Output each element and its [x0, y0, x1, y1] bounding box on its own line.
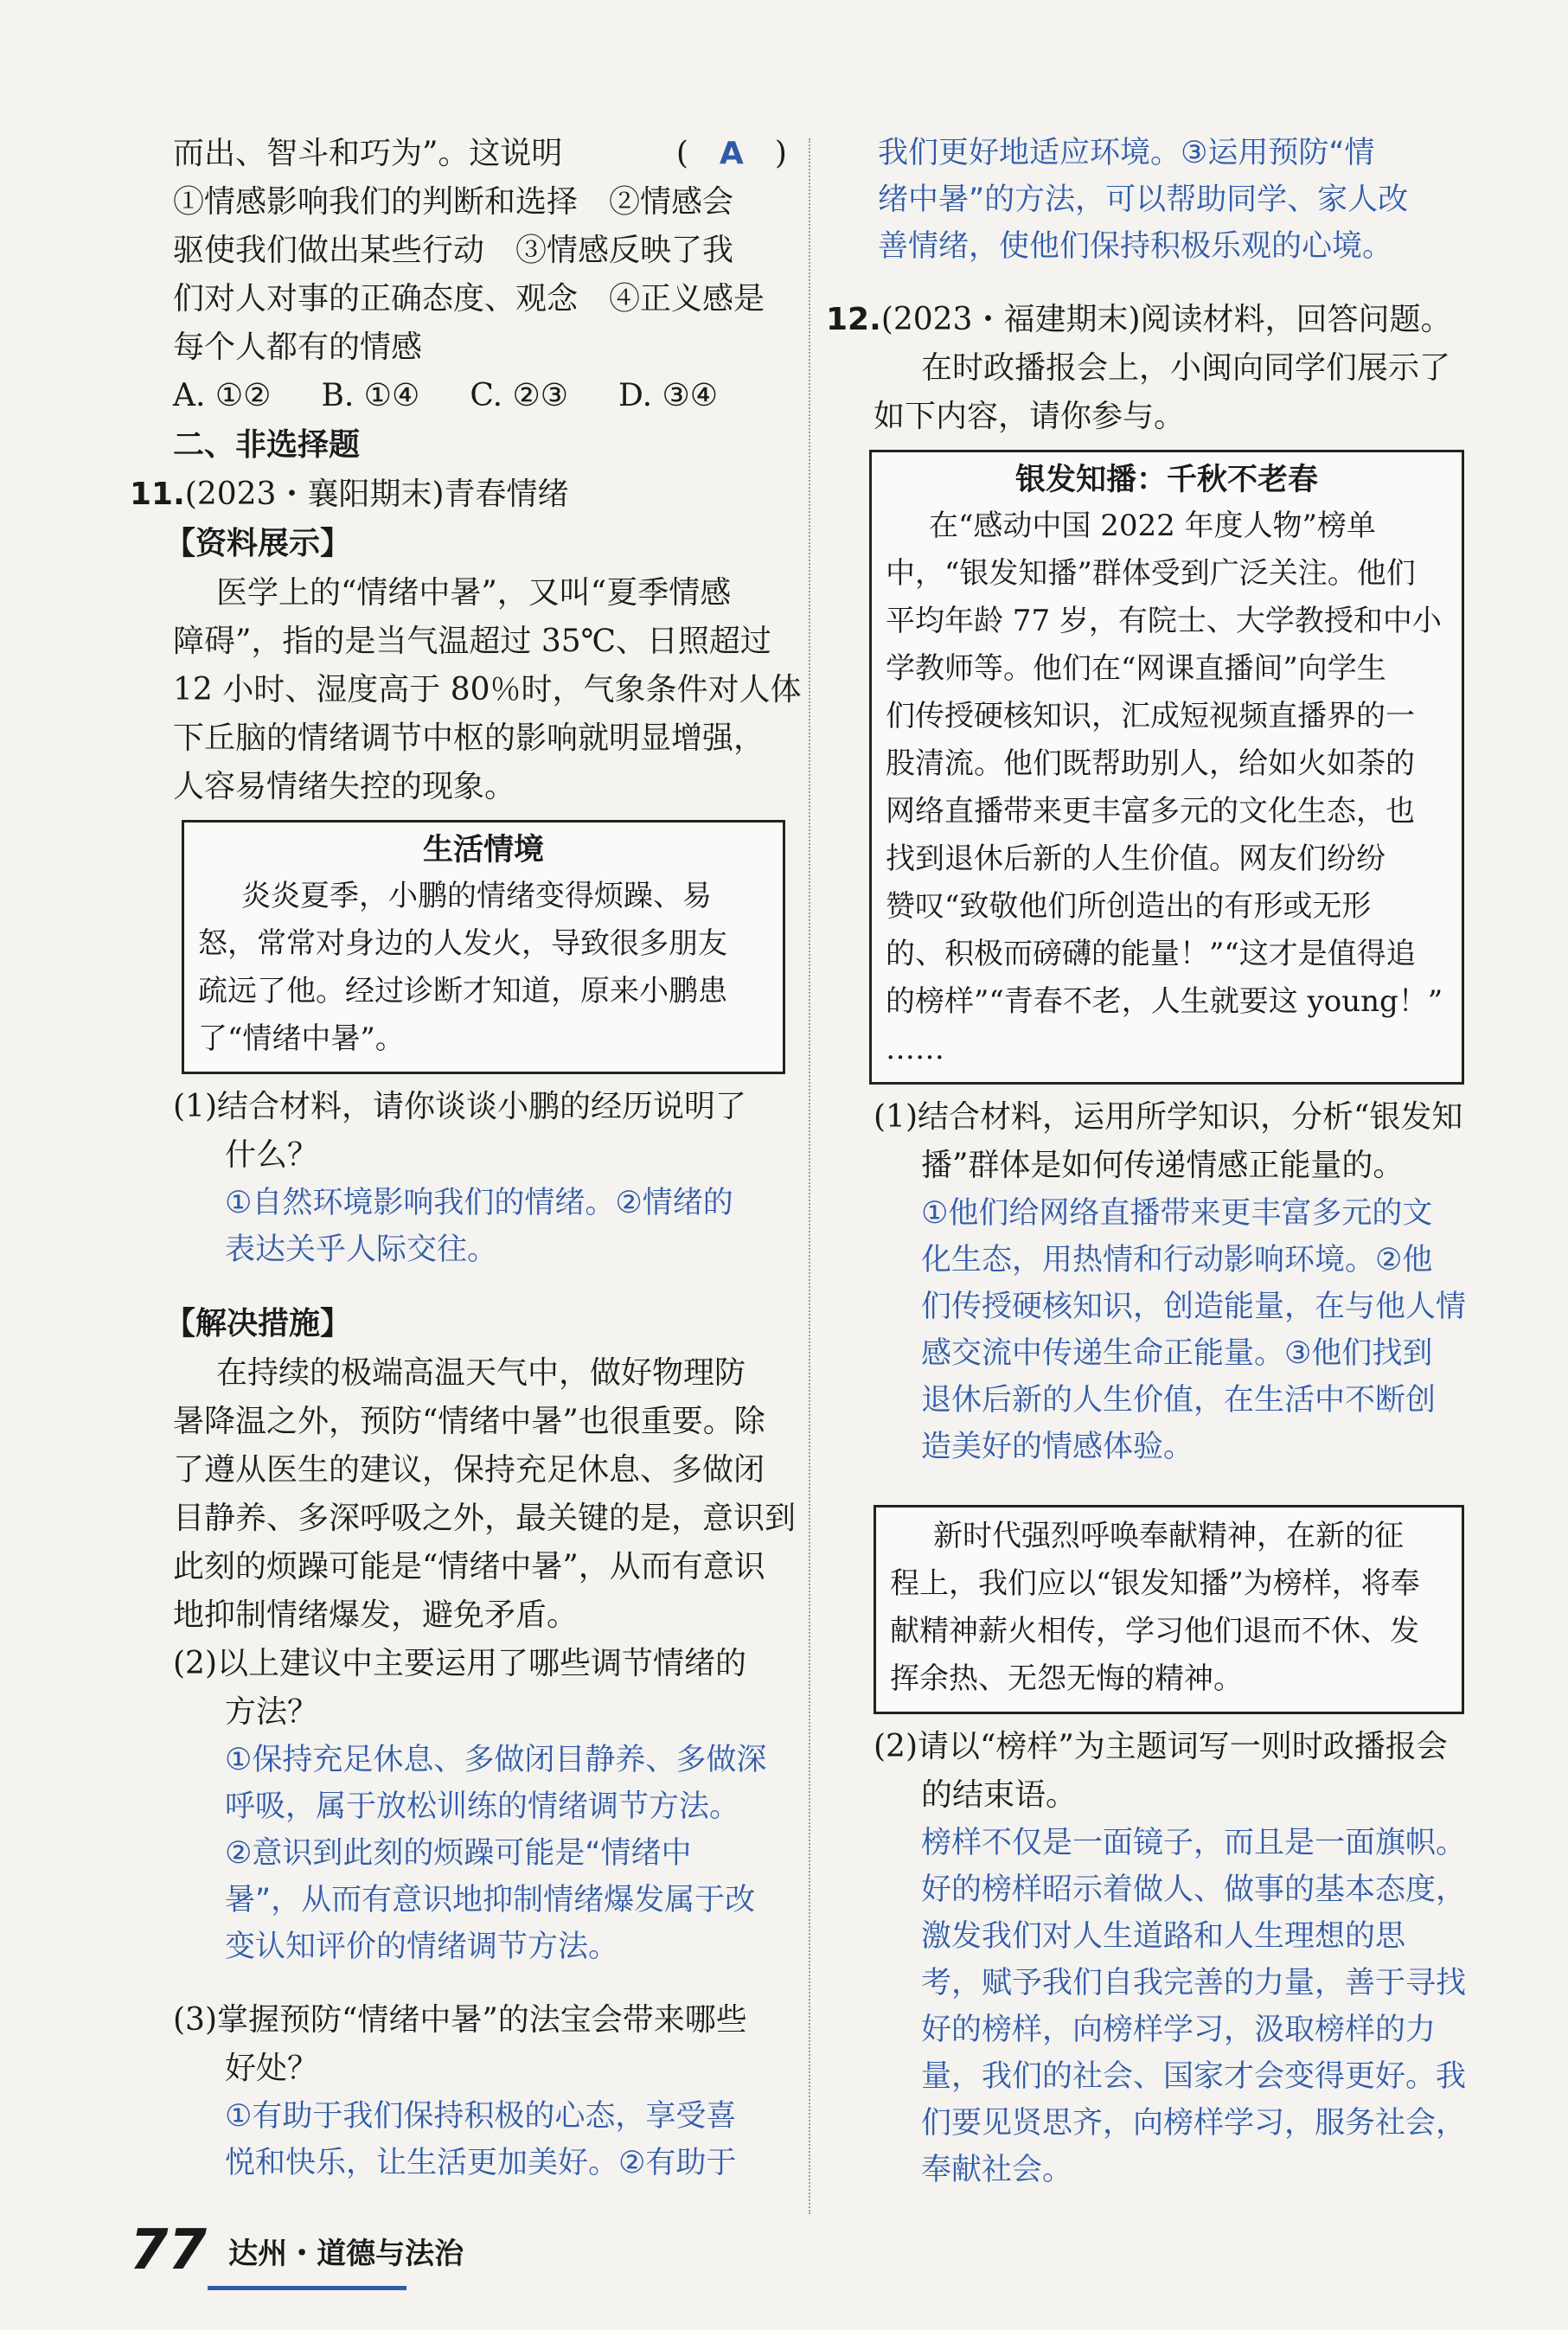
q12-1-answer-4: 感交流中传递生命正能量。③他们找到 [921, 1336, 1433, 1371]
dedication-box [874, 1505, 1464, 1714]
q11-3-answer-1: ①有助于我们保持积极的心态，享受喜 [225, 2099, 737, 2134]
q11-1-answer-2: 表达关乎人际交往。 [225, 1232, 498, 1267]
dedication-line-3: 献精神薪火相传，学习他们退而不休、发 [890, 1614, 1419, 1648]
q12-1-line-1: (1)结合材料，运用所学知识，分析“银发知 [874, 1099, 1463, 1135]
dedication-line-2: 程上，我们应以“银发知播”为榜样，将奉 [890, 1566, 1420, 1601]
footer-underline [208, 2286, 406, 2290]
material-line-2: 障碍”，指的是当气温超过 35℃、日照超过 [173, 624, 771, 659]
life-box-title: 生活情境 [422, 833, 544, 867]
option-b: B. ①④ [321, 378, 420, 413]
q10-line-5: 每个人都有的情感 [173, 330, 423, 365]
q11-2-answer-3: ②意识到此刻的烦躁可能是“情绪中 [225, 1836, 692, 1871]
solution-line-3: 了遵从医生的建议，保持充足休息、多做闭 [173, 1452, 765, 1488]
q12-1-line-2: 播”群体是如何传递情感正能量的。 [921, 1148, 1405, 1183]
silver-box-line-8: 找到退休后新的人生价值。网友们纷纷 [886, 842, 1386, 876]
q12-title: 12.(2023・福建期末)阅读材料，回答问题。 [826, 302, 1452, 337]
q11-1-answer-1: ①自然环境影响我们的情绪。②情绪的 [225, 1186, 733, 1220]
solution-line-2: 暑降温之外，预防“情绪中暑”也很重要。除 [173, 1404, 765, 1439]
q12-1-answer-3: 们传授硬核知识，创造能量，在与他人情 [921, 1290, 1467, 1324]
silver-box-line-11: 的榜样”“青春不老，人生就要这 young！” [886, 984, 1443, 1019]
material-line-5: 人容易情绪失控的现象。 [173, 769, 516, 804]
solution-line-5: 此刻的烦躁可能是“情绪中暑”，从而有意识 [173, 1549, 765, 1584]
q12-2-answer-2: 好的榜样昭示着做人、做事的基本态度， [921, 1872, 1467, 1907]
q12-2-answer-8: 奉献社会。 [921, 2153, 1073, 2187]
life-box-line-3: 疏远了他。经过诊断才知道，原来小鹏患 [198, 974, 727, 1008]
silver-box-line-5: 们传授硬核知识，汇成短视频直播界的一 [886, 699, 1415, 733]
material-label: 【资料展示】 [164, 526, 352, 561]
right-column [826, 130, 1470, 2193]
q11-number: 11. [130, 477, 185, 512]
material-line-3: 12 小时、湿度高于 80％时，气象条件对人体 [173, 672, 802, 707]
silver-box-line-7: 网络直播带来更丰富多元的文化生态，也 [886, 794, 1415, 829]
q12-2-answer-7: 们要见贤思齐，向榜样学习，服务社会， [921, 2106, 1467, 2141]
q12-1-answer-1: ①他们给网络直播带来更丰富多元的文 [921, 1196, 1433, 1231]
silver-box-line-3: 平均年龄 77 岁，有院士、大学教授和中小 [886, 604, 1442, 638]
q11-3-answer-5: 善情绪，使他们保持积极乐观的心境。 [878, 229, 1393, 264]
q10-line-3: 驱使我们做出某些行动 ③情感反映了我 [173, 233, 734, 268]
page-footer [130, 2218, 464, 2282]
silver-box-line-1: 在“感动中国 2022 年度人物”榜单 [929, 509, 1376, 543]
section-title: 二、非选择题 [173, 427, 361, 463]
solution-line-4: 目静养、多深呼吸之外，最关键的是，意识到 [173, 1501, 797, 1536]
q10-line-1: 而出、智斗和巧为”。这说明 ( A ) [173, 130, 796, 178]
q10-line-4: 们对人对事的正确态度、观念 ④正义感是 [173, 281, 765, 317]
column-divider [809, 138, 810, 2214]
q10-line-2: ①情感影响我们的判断和选择 ②情感会 [173, 184, 734, 220]
q10-answer-bracket: ( A ) [675, 136, 787, 171]
q11-3-answer-2: 悦和快乐，让生活更加美好。②有助于 [225, 2146, 737, 2180]
silver-box-line-9: 赞叹“致敬他们所创造出的有形或无形 [886, 889, 1372, 924]
page-number: 77 [130, 2218, 208, 2282]
q11-2-answer-1: ①保持充足休息、多做闭目静养、多做深 [225, 1743, 767, 1777]
life-situation-box [182, 820, 785, 1074]
q12-2-answer-5: 好的榜样，向榜样学习，汲取榜样的力 [921, 2013, 1437, 2047]
dedication-line-1: 新时代强烈呼唤奉献精神，在新的征 [933, 1519, 1404, 1553]
q11-3-answer-3: 我们更好地适应环境。③运用预防“情 [878, 136, 1375, 170]
silver-box-line-10: 的、积极而磅礴的能量！”“这才是值得追 [886, 937, 1416, 971]
q11-1-line-1: (1)结合材料，请你谈谈小鹏的经历说明了 [173, 1089, 746, 1124]
q12-2-answer-3: 激发我们对人生道路和人生理想的思 [921, 1919, 1406, 1954]
q12-intro-1: 在时政播报会上，小闽向同学们展示了 [921, 350, 1451, 386]
q12-1-answer-2: 化生态，用热情和行动影响环境。②他 [921, 1243, 1433, 1277]
life-box-line-2: 怒，常常对身边的人发火，导致很多朋友 [198, 926, 727, 961]
q11-1-line-2: 什么？ [225, 1137, 319, 1173]
life-box-line-1: 炎炎夏季，小鹏的情绪变得烦躁、易 [241, 879, 712, 913]
option-d: D. ③④ [618, 378, 719, 413]
silver-box-line-12: …… [886, 1032, 944, 1066]
silver-box-title: 银发知播：千秋不老春 [1014, 463, 1318, 497]
silver-box-line-4: 学教师等。他们在“网课直播间”向学生 [886, 651, 1386, 686]
book-title: 达州・道德与法治 [228, 2236, 464, 2271]
material-line-1: 医学上的“情绪中暑”，又叫“夏季情感 [216, 575, 732, 611]
q10-options [173, 372, 796, 420]
q10-answer: A [719, 136, 744, 171]
dedication-line-4: 挥余热、无怨无悔的精神。 [890, 1661, 1243, 1696]
silver-box-line-6: 股清流。他们既帮助别人，给如火如荼的 [886, 746, 1415, 781]
q11-3-answer-4: 绪中暑”的方法，可以帮助同学、家人改 [878, 182, 1409, 217]
life-box-line-4: 了“情绪中暑”。 [198, 1021, 405, 1056]
q11-2-line-1: (2)以上建议中主要运用了哪些调节情绪的 [173, 1646, 746, 1681]
q12-1-answer-6: 造美好的情感体验。 [921, 1430, 1194, 1464]
q11-2-answer-4: 暑”，从而有意识地抑制情绪爆发属于改 [225, 1883, 756, 1917]
material-line-4: 下丘脑的情绪调节中枢的影响就明显增强， [173, 720, 765, 756]
q11-2-line-2: 方法？ [225, 1694, 319, 1730]
silver-box-line-2: 中，“银发知播”群体受到广泛关注。他们 [886, 556, 1416, 591]
q12-2-answer-1: 榜样不仅是一面镜子，而且是一面旗帜。 [921, 1826, 1467, 1860]
q12-2-line-2: 的结束语。 [921, 1777, 1078, 1813]
option-a: A. ①② [173, 378, 272, 413]
q11-title: 11.(2023・襄阳期末)青春情绪 [130, 477, 569, 512]
solution-line-1: 在持续的极端高温天气中，做好物理防 [216, 1355, 746, 1391]
silver-hair-box [869, 450, 1464, 1085]
left-column [130, 130, 802, 2186]
q12-1-answer-5: 退休后新的人生价值，在生活中不断创 [921, 1383, 1437, 1418]
q12-2-answer-4: 考，赋予我们自我完善的力量，善于寻找 [921, 1966, 1467, 2000]
q11-3-line-1: (3)掌握预防“情绪中暑”的法宝会带来哪些 [173, 2002, 747, 2038]
q12-number: 12. [826, 302, 881, 337]
q12-2-answer-6: 量，我们的社会、国家才会变得更好。我 [921, 2059, 1467, 2094]
q11-2-answer-5: 变认知评价的情绪调节方法。 [225, 1930, 619, 1964]
q11-2-answer-2: 呼吸，属于放松训练的情绪调节方法。 [225, 1789, 740, 1824]
q12-intro-2: 如下内容，请你参与。 [874, 399, 1186, 434]
q12-2-line-1: (2)请以“榜样”为主题词写一则时政播报会 [874, 1729, 1448, 1764]
solution-line-6: 地抑制情绪爆发，避免矛盾。 [173, 1597, 579, 1633]
q11-3-line-2: 好处？ [225, 2051, 319, 2086]
solution-label: 【解决措施】 [164, 1306, 352, 1341]
option-c: C. ②③ [470, 378, 569, 413]
